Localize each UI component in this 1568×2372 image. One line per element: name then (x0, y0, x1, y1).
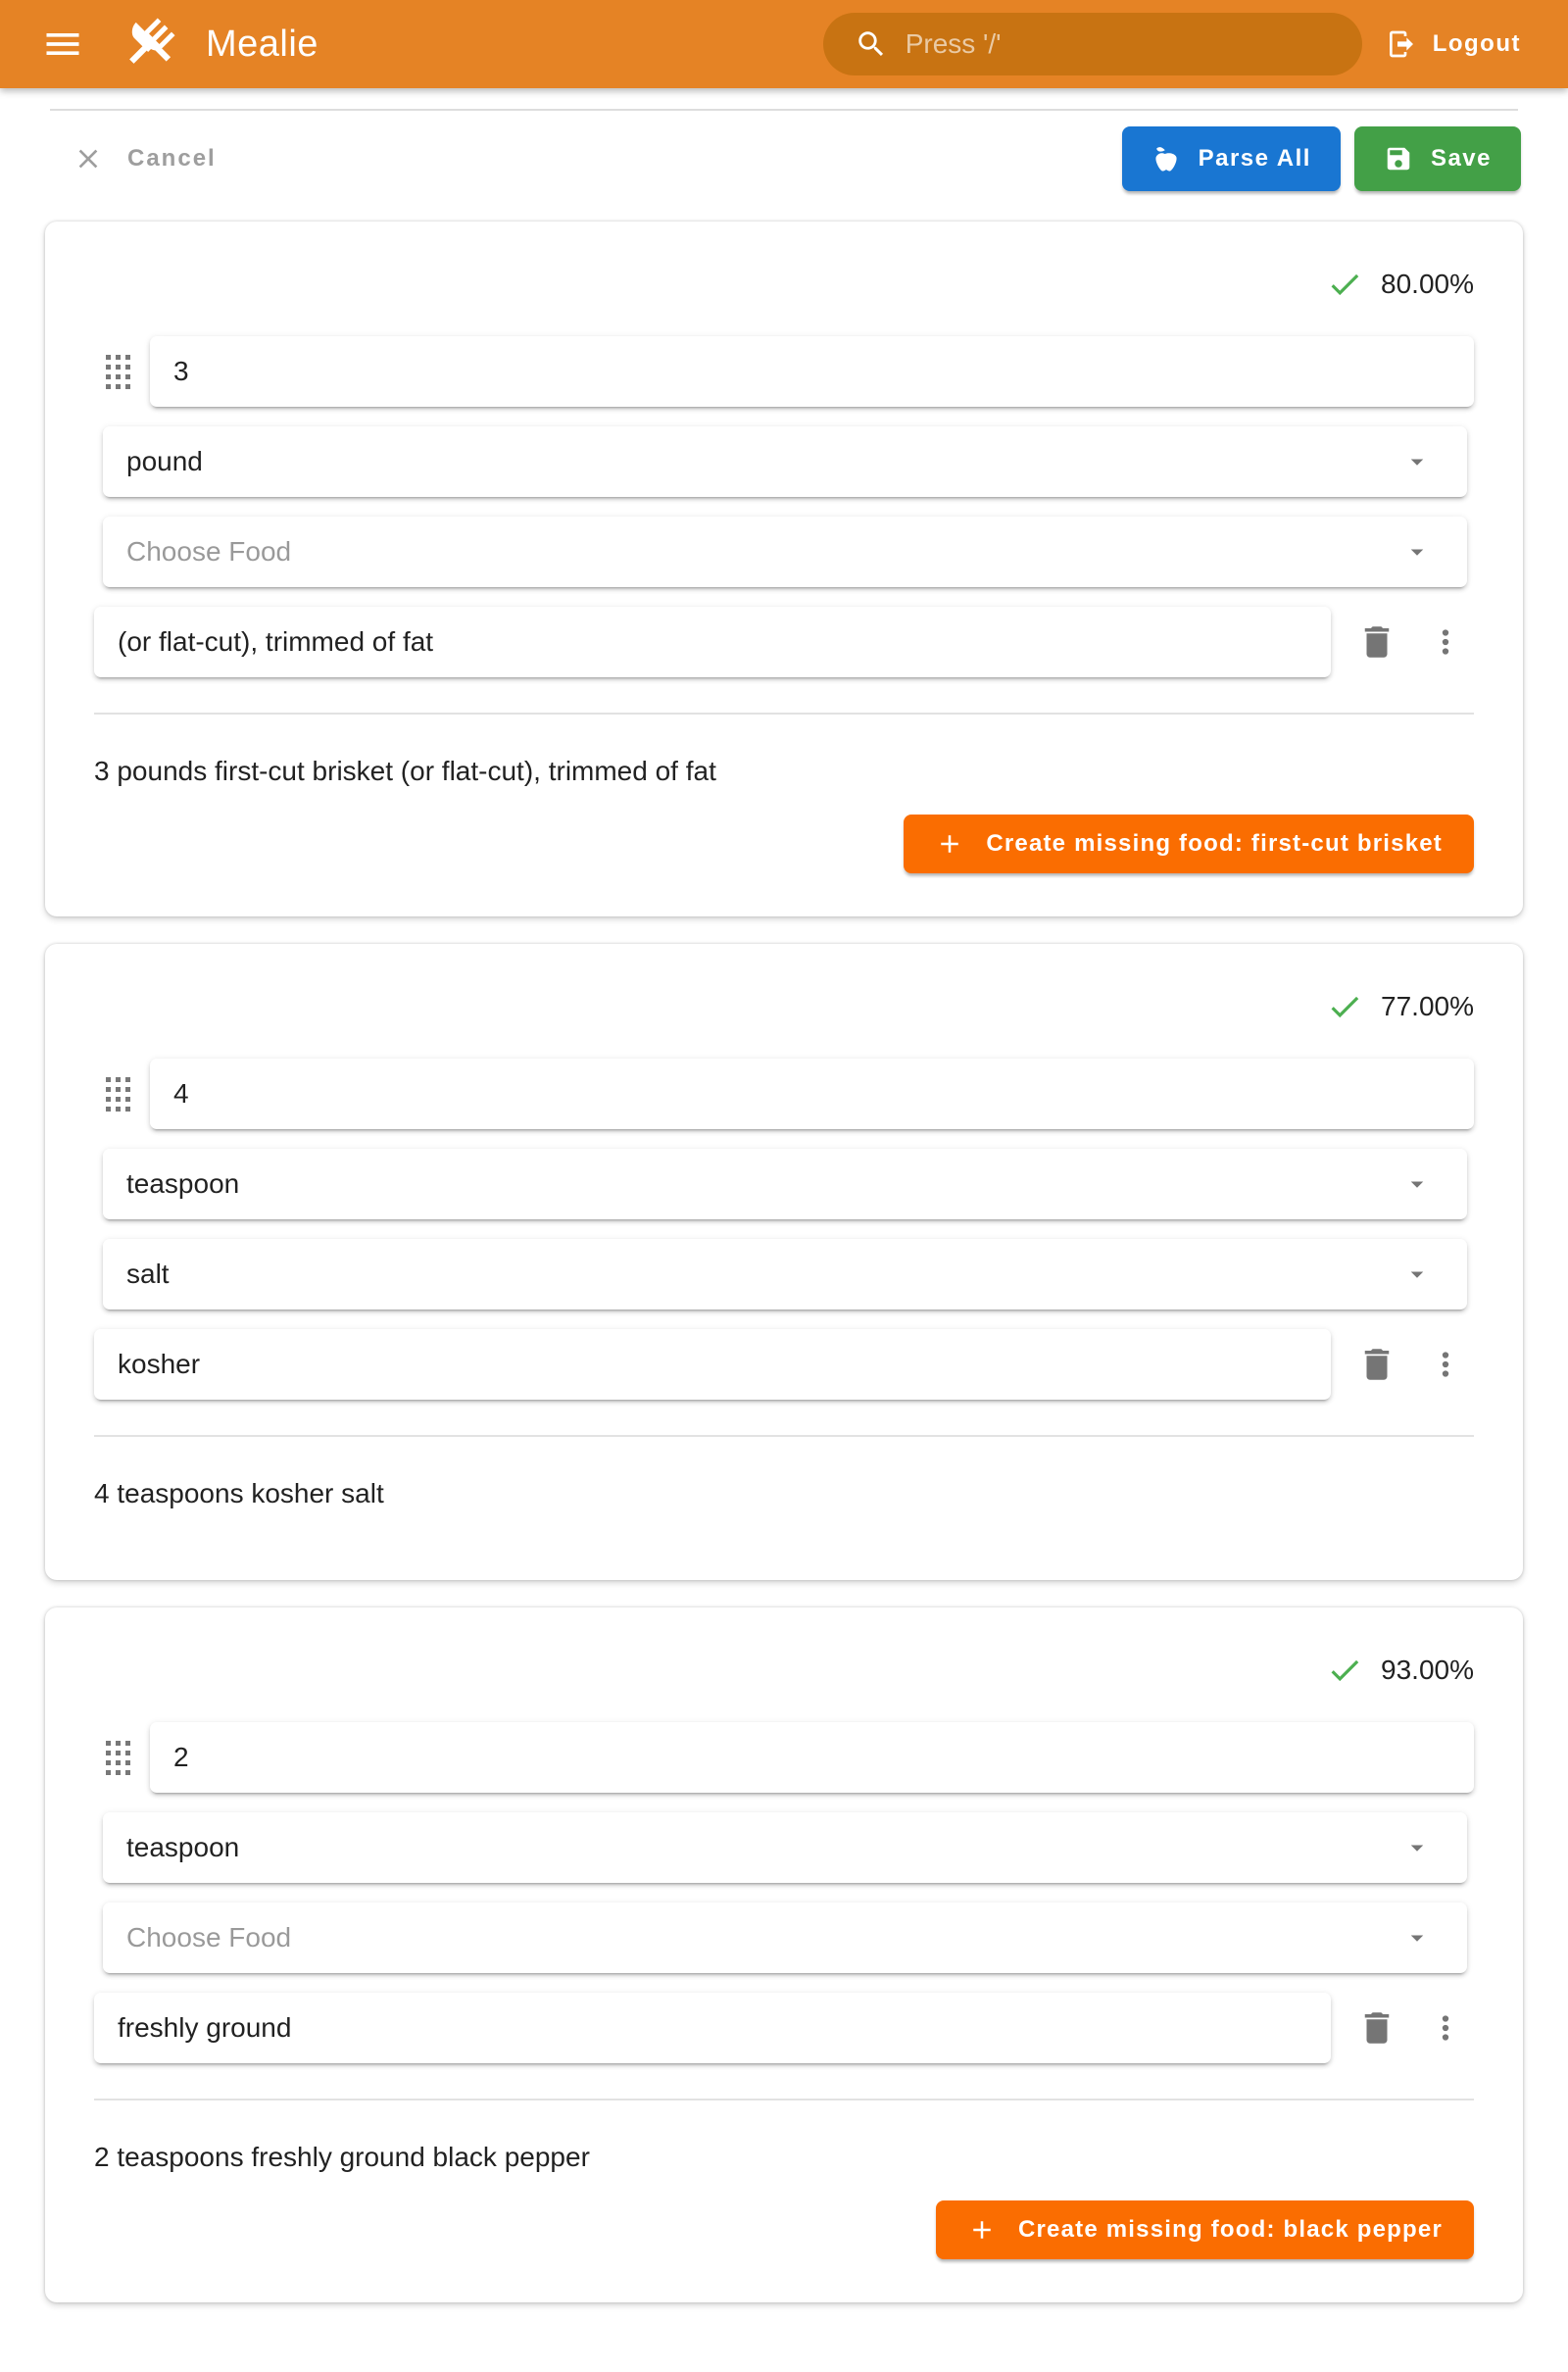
confidence-value: 93.00% (1381, 1655, 1474, 1685)
unit-select[interactable] (103, 426, 1467, 497)
confidence-row (94, 944, 1474, 1026)
hamburger-menu-icon[interactable] (39, 21, 86, 68)
trash-icon (1356, 1344, 1397, 1385)
save-label: Save (1430, 145, 1492, 172)
dots-vertical-icon (1427, 1346, 1464, 1383)
cancel-button[interactable] (73, 143, 217, 174)
app-title: Mealie (206, 23, 318, 65)
dots-vertical-icon (1427, 2009, 1464, 2047)
close-icon (73, 143, 104, 174)
food-select[interactable] (103, 517, 1467, 587)
note-row (94, 607, 1474, 677)
quantity-row (94, 1722, 1474, 1793)
toolbar-divider (50, 109, 1518, 111)
confidence-row (94, 1607, 1474, 1690)
card-divider (94, 2099, 1474, 2100)
chevron-down-icon (1402, 1169, 1432, 1199)
delete-button[interactable] (1356, 2007, 1397, 2049)
create-missing-food-button[interactable] (936, 2200, 1474, 2259)
plus-icon (967, 2215, 997, 2245)
ingredient-card (45, 222, 1523, 916)
quantity-row (94, 336, 1474, 407)
search-placeholder: Press '/' (905, 28, 1002, 59)
parse-all-label: Parse All (1198, 145, 1311, 172)
mealie-logo-icon (120, 15, 178, 74)
unit-value: teaspoon (126, 1832, 240, 1862)
check-icon (1326, 1652, 1363, 1689)
create-missing-food-label: Create missing food: black pepper (1017, 2216, 1443, 2243)
parse-all-button[interactable] (1122, 126, 1341, 191)
ingredient-cards (0, 191, 1568, 2302)
chevron-down-icon (1402, 447, 1432, 476)
search-input[interactable] (823, 13, 1362, 75)
chevron-down-icon (1402, 1923, 1432, 1952)
quantity-input[interactable] (150, 1722, 1474, 1793)
apple-icon (1152, 144, 1181, 173)
drag-handle-icon[interactable] (106, 355, 130, 389)
delete-button[interactable] (1356, 621, 1397, 663)
editor-toolbar (73, 126, 1521, 191)
ingredient-card (45, 944, 1523, 1580)
save-button[interactable] (1354, 126, 1521, 191)
search-icon (855, 27, 888, 61)
note-input[interactable] (94, 1329, 1331, 1400)
food-placeholder: Choose Food (126, 536, 292, 567)
trash-icon (1356, 2007, 1397, 2049)
note-input[interactable] (94, 607, 1331, 677)
quantity-row (94, 1059, 1474, 1129)
card-divider (94, 713, 1474, 715)
card-divider (94, 1435, 1474, 1437)
note-row (94, 1329, 1474, 1400)
chevron-down-icon (1402, 1833, 1432, 1862)
app-bar (0, 0, 1568, 88)
note-input[interactable] (94, 1993, 1331, 2063)
more-options-button[interactable] (1427, 2009, 1464, 2047)
chevron-down-icon (1402, 537, 1432, 567)
save-icon (1384, 144, 1413, 173)
food-select[interactable] (103, 1903, 1467, 1973)
food-select[interactable] (103, 1239, 1467, 1310)
create-missing-food-label: Create missing food: first-cut brisket (986, 830, 1443, 857)
dots-vertical-icon (1427, 623, 1464, 661)
check-icon (1326, 988, 1363, 1025)
food-placeholder: Choose Food (126, 1922, 292, 1952)
ingredient-card (45, 1607, 1523, 2302)
original-ingredient-text: 4 teaspoons kosher salt (94, 1478, 384, 1508)
unit-value: teaspoon (126, 1168, 240, 1199)
food-value: salt (126, 1259, 170, 1289)
original-ingredient-text: 3 pounds first-cut brisket (or flat-cut), trimmed of fat (94, 756, 716, 786)
drag-handle-icon[interactable] (106, 1077, 130, 1112)
confidence-value: 77.00% (1381, 991, 1474, 1021)
create-missing-food-button[interactable] (904, 815, 1474, 873)
delete-button[interactable] (1356, 1344, 1397, 1385)
cancel-label: Cancel (127, 145, 217, 172)
logout-label: Logout (1432, 30, 1521, 57)
logout-icon (1386, 28, 1417, 60)
quantity-input[interactable] (150, 336, 1474, 407)
logout-button[interactable] (1386, 28, 1521, 60)
unit-select[interactable] (103, 1149, 1467, 1219)
more-options-button[interactable] (1427, 623, 1464, 661)
drag-handle-icon[interactable] (106, 1741, 130, 1775)
confidence-row (94, 222, 1474, 304)
plus-icon (935, 829, 964, 859)
trash-icon (1356, 621, 1397, 663)
more-options-button[interactable] (1427, 1346, 1464, 1383)
chevron-down-icon (1402, 1260, 1432, 1289)
quantity-input[interactable] (150, 1059, 1474, 1129)
unit-select[interactable] (103, 1812, 1467, 1883)
check-icon (1326, 266, 1363, 303)
note-row (94, 1993, 1474, 2063)
original-ingredient-text: 2 teaspoons freshly ground black pepper (94, 2142, 590, 2172)
unit-value: pound (126, 446, 203, 476)
confidence-value: 80.00% (1381, 269, 1474, 299)
